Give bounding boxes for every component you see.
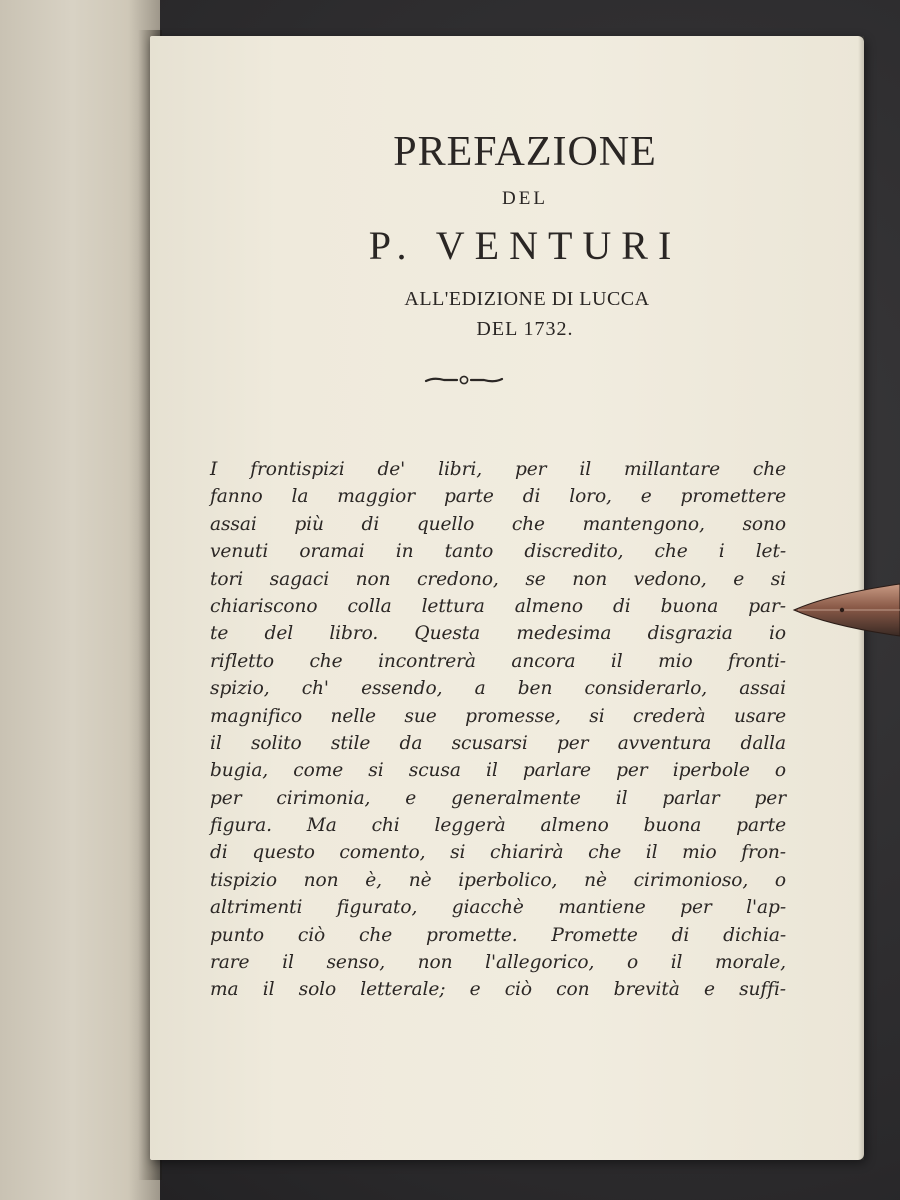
text-line: fanno la maggior parte di loro, e promettere <box>210 486 786 508</box>
body-text <box>210 456 786 1004</box>
edition-year: DEL 1732. <box>476 318 574 340</box>
text-line: magnifico nelle sue promesse, si crederà usare <box>210 705 786 727</box>
text-line: di questo comento, si chiarirà che il mio fron- <box>210 842 786 864</box>
text-line: altrimenti figurato, giacchè mantiene per l'ap- <box>210 897 786 919</box>
text-line: ma il solo letterale; e ciò con brevità e suffi- <box>210 979 786 1001</box>
text-line: tori sagaci non credono, se non vedono, e si <box>210 568 786 590</box>
text-line: chiariscono colla lettura almeno di buona par- <box>210 595 786 617</box>
text-line: te del libro. Questa medesima disgrazia io <box>210 623 786 645</box>
author-name: P. VENTURI <box>368 223 682 268</box>
title-connector: DEL <box>502 188 548 209</box>
text-line: venuti oramai in tanto discredito, che i let- <box>210 541 786 563</box>
text-line: spizio, ch' essendo, a ben considerarlo, assai <box>210 678 786 700</box>
pen-nib-icon <box>790 580 900 640</box>
text-line: rare il senso, non l'allegorico, o il morale, <box>210 952 786 974</box>
left-page <box>0 0 160 1200</box>
text-line: I frontispizi de' libri, per il millantare che <box>210 459 786 480</box>
text-line: bugia, come si scusa il parlare per iperbole o <box>210 760 786 782</box>
text-line: per cirimonia, e generalmente il parlar per <box>210 787 786 809</box>
text-line: rifletto che incontrerà ancora il mio fronti- <box>210 650 786 672</box>
text-line: assai più di quello che mantengono, sono <box>210 513 786 535</box>
scroll-ornament-icon <box>424 372 504 388</box>
text-line: punto ciò che promette. Promette di dichia- <box>210 924 786 946</box>
text-line: il solito stile da scusarsi per avventura dalla <box>210 732 786 754</box>
book-page <box>150 36 864 1160</box>
page-title: PREFAZIONE <box>393 129 657 175</box>
text-line: tispizio non è, nè iperbolico, nè cirimonioso, o <box>210 869 786 891</box>
text-line: figura. Ma chi leggerà almeno buona parte <box>210 815 786 837</box>
edition-line: ALL'EDIZIONE DI LUCCA <box>404 288 650 310</box>
